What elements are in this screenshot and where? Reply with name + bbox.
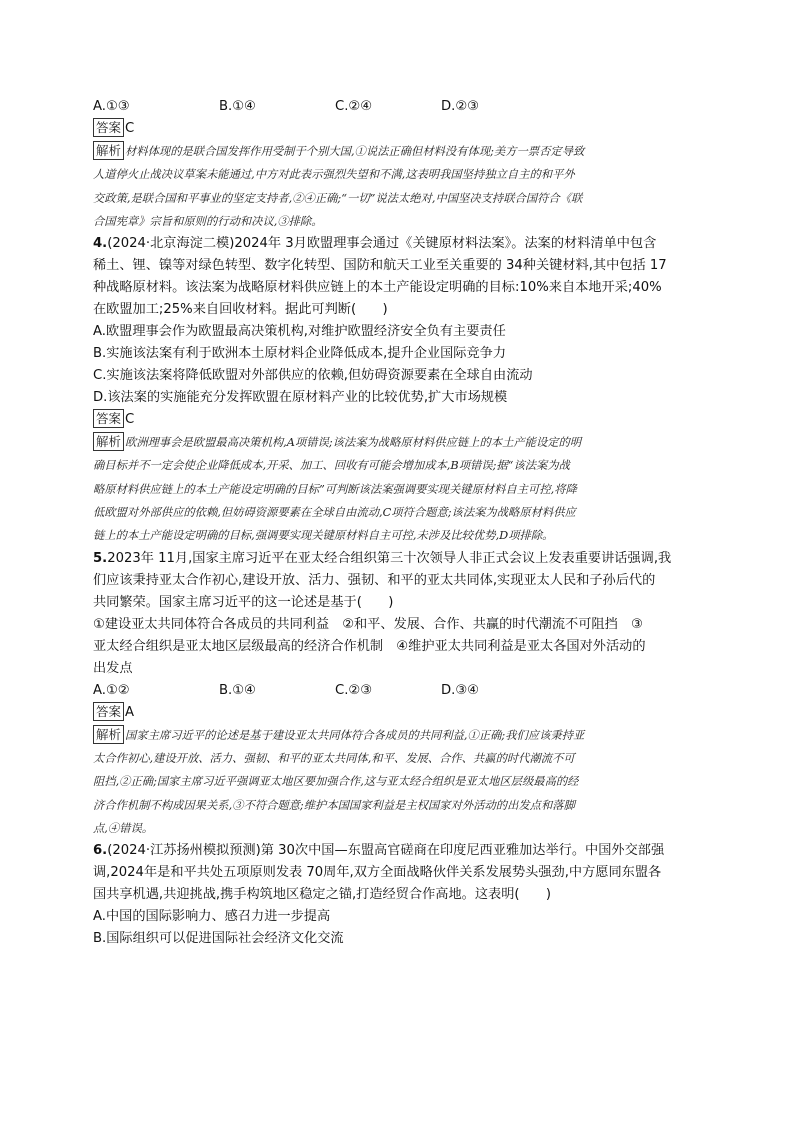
q3-explanation-line: 合国宪章》宗旨和原则的行动和决议,③排除。 bbox=[93, 214, 323, 228]
q4-option-b: B.实施该法案有利于欧洲本土原材料企业降低成本,提升企业国际竞争力 bbox=[93, 346, 507, 362]
explanation-label: 解析 bbox=[93, 725, 124, 744]
q3-explanation-line bbox=[93, 140, 703, 163]
q4-option-d: D.该法案的实施能充分发挥欧盟在原材料产业的比较优势,扩大市场规模 bbox=[93, 390, 508, 406]
q6-option-b: B.国际组织可以促进国际社会经济文化交流 bbox=[93, 931, 344, 947]
q3-explanation-line: 人道停火止战决议草案未能通过,中方对此表示强烈失望和不满,这表明我国坚持独立自主的和平外 bbox=[93, 168, 575, 182]
q5-explanation-line: 阻挡,②正确;国家主席习近平强调亚太地区要加强合作,这与亚太经合组织是亚太地区层级最高的经 bbox=[93, 775, 579, 789]
q3-options bbox=[93, 96, 703, 118]
answer-label: 答案 bbox=[93, 409, 124, 428]
q5-explanation-line: 点,④错误。 bbox=[93, 821, 154, 835]
q3-answer bbox=[93, 118, 703, 140]
question-number: 5. bbox=[93, 550, 108, 566]
q4-stem-line: 在欧盟加工;25%来自回收材料。据此可判断( ) bbox=[93, 302, 388, 318]
q6-stem-line: 调,2024年是和平共处五项原则发表 70周年,双方全面战略伙伴关系发展势头强劲,中方愿同东盟各 bbox=[93, 865, 662, 881]
q5-stem-line: 共同繁荣。国家主席习近平的这一论述是基于( ) bbox=[93, 594, 394, 610]
q6-option-a: A.中国的国际影响力、感召力进一步提高 bbox=[93, 909, 331, 925]
q5-option-a: A.①② bbox=[93, 682, 130, 698]
answer-value: C bbox=[125, 412, 135, 428]
q4-explanation-line: 略原材料供应链上的本土产能设定明确的目标”可判断该法案强调要实现关键原材料自主可控,将降 bbox=[93, 482, 577, 496]
q5-stem-line: ①建设亚太共同体符合各成员的共同利益 ②和平、发展、合作、共赢的时代潮流不可阻挡 ③ bbox=[93, 616, 643, 632]
explanation-text: 欧洲理事会是欧盟最高决策机构,A项错误;该法案为战略原材料供应链上的本土产能设定的明 bbox=[125, 436, 582, 450]
answer-value: A bbox=[125, 704, 135, 720]
question-content bbox=[93, 96, 703, 950]
q4-answer bbox=[93, 409, 703, 431]
q5-stem-line: 亚太经合组织是亚太地区层级最高的经济合作机制 ④维护亚太共同利益是亚太各国对外活动的 bbox=[93, 638, 646, 654]
explanation-text: 材料体现的是联合国发挥作用受制于个别大国,①说法正确但材料没有体现;美方一票否定导致 bbox=[125, 145, 585, 158]
answer-label: 答案 bbox=[93, 702, 124, 721]
question-text: 2023年 11月,国家主席习近平在亚太经合组织第三十次领导人非正式会议上发表重要讲话强调,我 bbox=[107, 550, 672, 566]
q6-stem-line bbox=[93, 840, 703, 862]
q5-stem-line: 们应该秉持亚太合作初心,建设开放、活力、强韧、和平的亚太共同体,实现亚太人民和子孙后代的 bbox=[93, 572, 656, 588]
q4-option-a: A.欧盟理事会作为欧盟最高决策机构,对维护欧盟经济安全负有主要责任 bbox=[93, 324, 506, 340]
question-text: (2024·北京海淀二模)2024年 3月欧盟理事会通过《关键原材料法案》。法案的材料清单中包含 bbox=[107, 236, 657, 252]
answer-value: C bbox=[125, 121, 135, 136]
q3-explanation-line: 交政策,是联合国和平事业的坚定支持者,②④正确;“一切”说法太绝对,中国坚决支持联合国符合《联 bbox=[93, 191, 583, 205]
explanation-text: 国家主席习近平的论述是基于建设亚太共同体符合各成员的共同利益,①正确;我们应该秉持亚 bbox=[125, 728, 585, 742]
question-number: 6. bbox=[93, 843, 108, 859]
q5-option-c: C.②③ bbox=[335, 682, 373, 698]
q5-stem-line bbox=[93, 548, 703, 570]
q5-stem-line: 出发点 bbox=[93, 660, 133, 676]
q6-stem-line: 国共享机遇,共迎挑战,携手构筑地区稳定之锚,打造经贸合作高地。这表明( ) bbox=[93, 887, 552, 903]
q5-explanation-line: 太合作初心,建设开放、活力、强韧、和平的亚太共同体,和平、发展、合作、共赢的时代潮流不可 bbox=[93, 751, 575, 765]
q3-option-b: B.①④ bbox=[219, 99, 256, 114]
q4-stem-line: 稀土、锂、镍等对绿色转型、数字化转型、国防和航天工业至关重要的 34种关键材料,其中包括 17 bbox=[93, 258, 667, 274]
q4-explanation-line: 确目标并不一定会使企业降低成本,开采、加工、回收有可能会增加成本,B项错误;据“该法案为战 bbox=[93, 459, 570, 473]
explanation-label: 解析 bbox=[93, 141, 124, 160]
q5-explanation-line: 济合作机制不构成因果关系,③不符合题意;维护本国国家利益是主权国家对外活动的出发点和落脚 bbox=[93, 798, 575, 812]
question-number: 4. bbox=[93, 236, 108, 252]
q3-option-c: C.②④ bbox=[335, 99, 373, 114]
q4-stem-line bbox=[93, 233, 703, 255]
q4-explanation-line bbox=[93, 431, 703, 454]
q4-explanation-line: 链上的本土产能设定明确的目标,强调要实现关键原材料自主可控,未涉及比较优势,D项排除。 bbox=[93, 529, 554, 543]
answer-label: 答案 bbox=[93, 118, 124, 137]
q4-stem-line: 种战略原材料。该法案为战略原材料供应链上的本土产能设定明确的目标:10%来自本地开采;40% bbox=[93, 280, 662, 296]
explanation-label: 解析 bbox=[93, 432, 124, 451]
question-text: (2024·江苏扬州模拟预测)第 30次中国—东盟高官磋商在印度尼西亚雅加达举行。中国外交部强 bbox=[107, 843, 665, 859]
q4-option-c: C.实施该法案将降低欧盟对外部供应的依赖,但妨碍资源要素在全球自由流动 bbox=[93, 368, 533, 384]
q5-explanation-line bbox=[93, 724, 703, 747]
q5-answer bbox=[93, 702, 703, 724]
q5-option-d: D.③④ bbox=[441, 682, 479, 698]
q3-option-d: D.②③ bbox=[441, 99, 479, 114]
q5-option-b: B.①④ bbox=[219, 682, 256, 698]
q4-explanation-line: 低欧盟对外部供应的依赖,但妨碍资源要素在全球自由流动,C项符合题意;该法案为战略原材料供应 bbox=[93, 506, 576, 520]
q5-options bbox=[93, 680, 703, 702]
q3-option-a: A.①③ bbox=[93, 99, 130, 114]
